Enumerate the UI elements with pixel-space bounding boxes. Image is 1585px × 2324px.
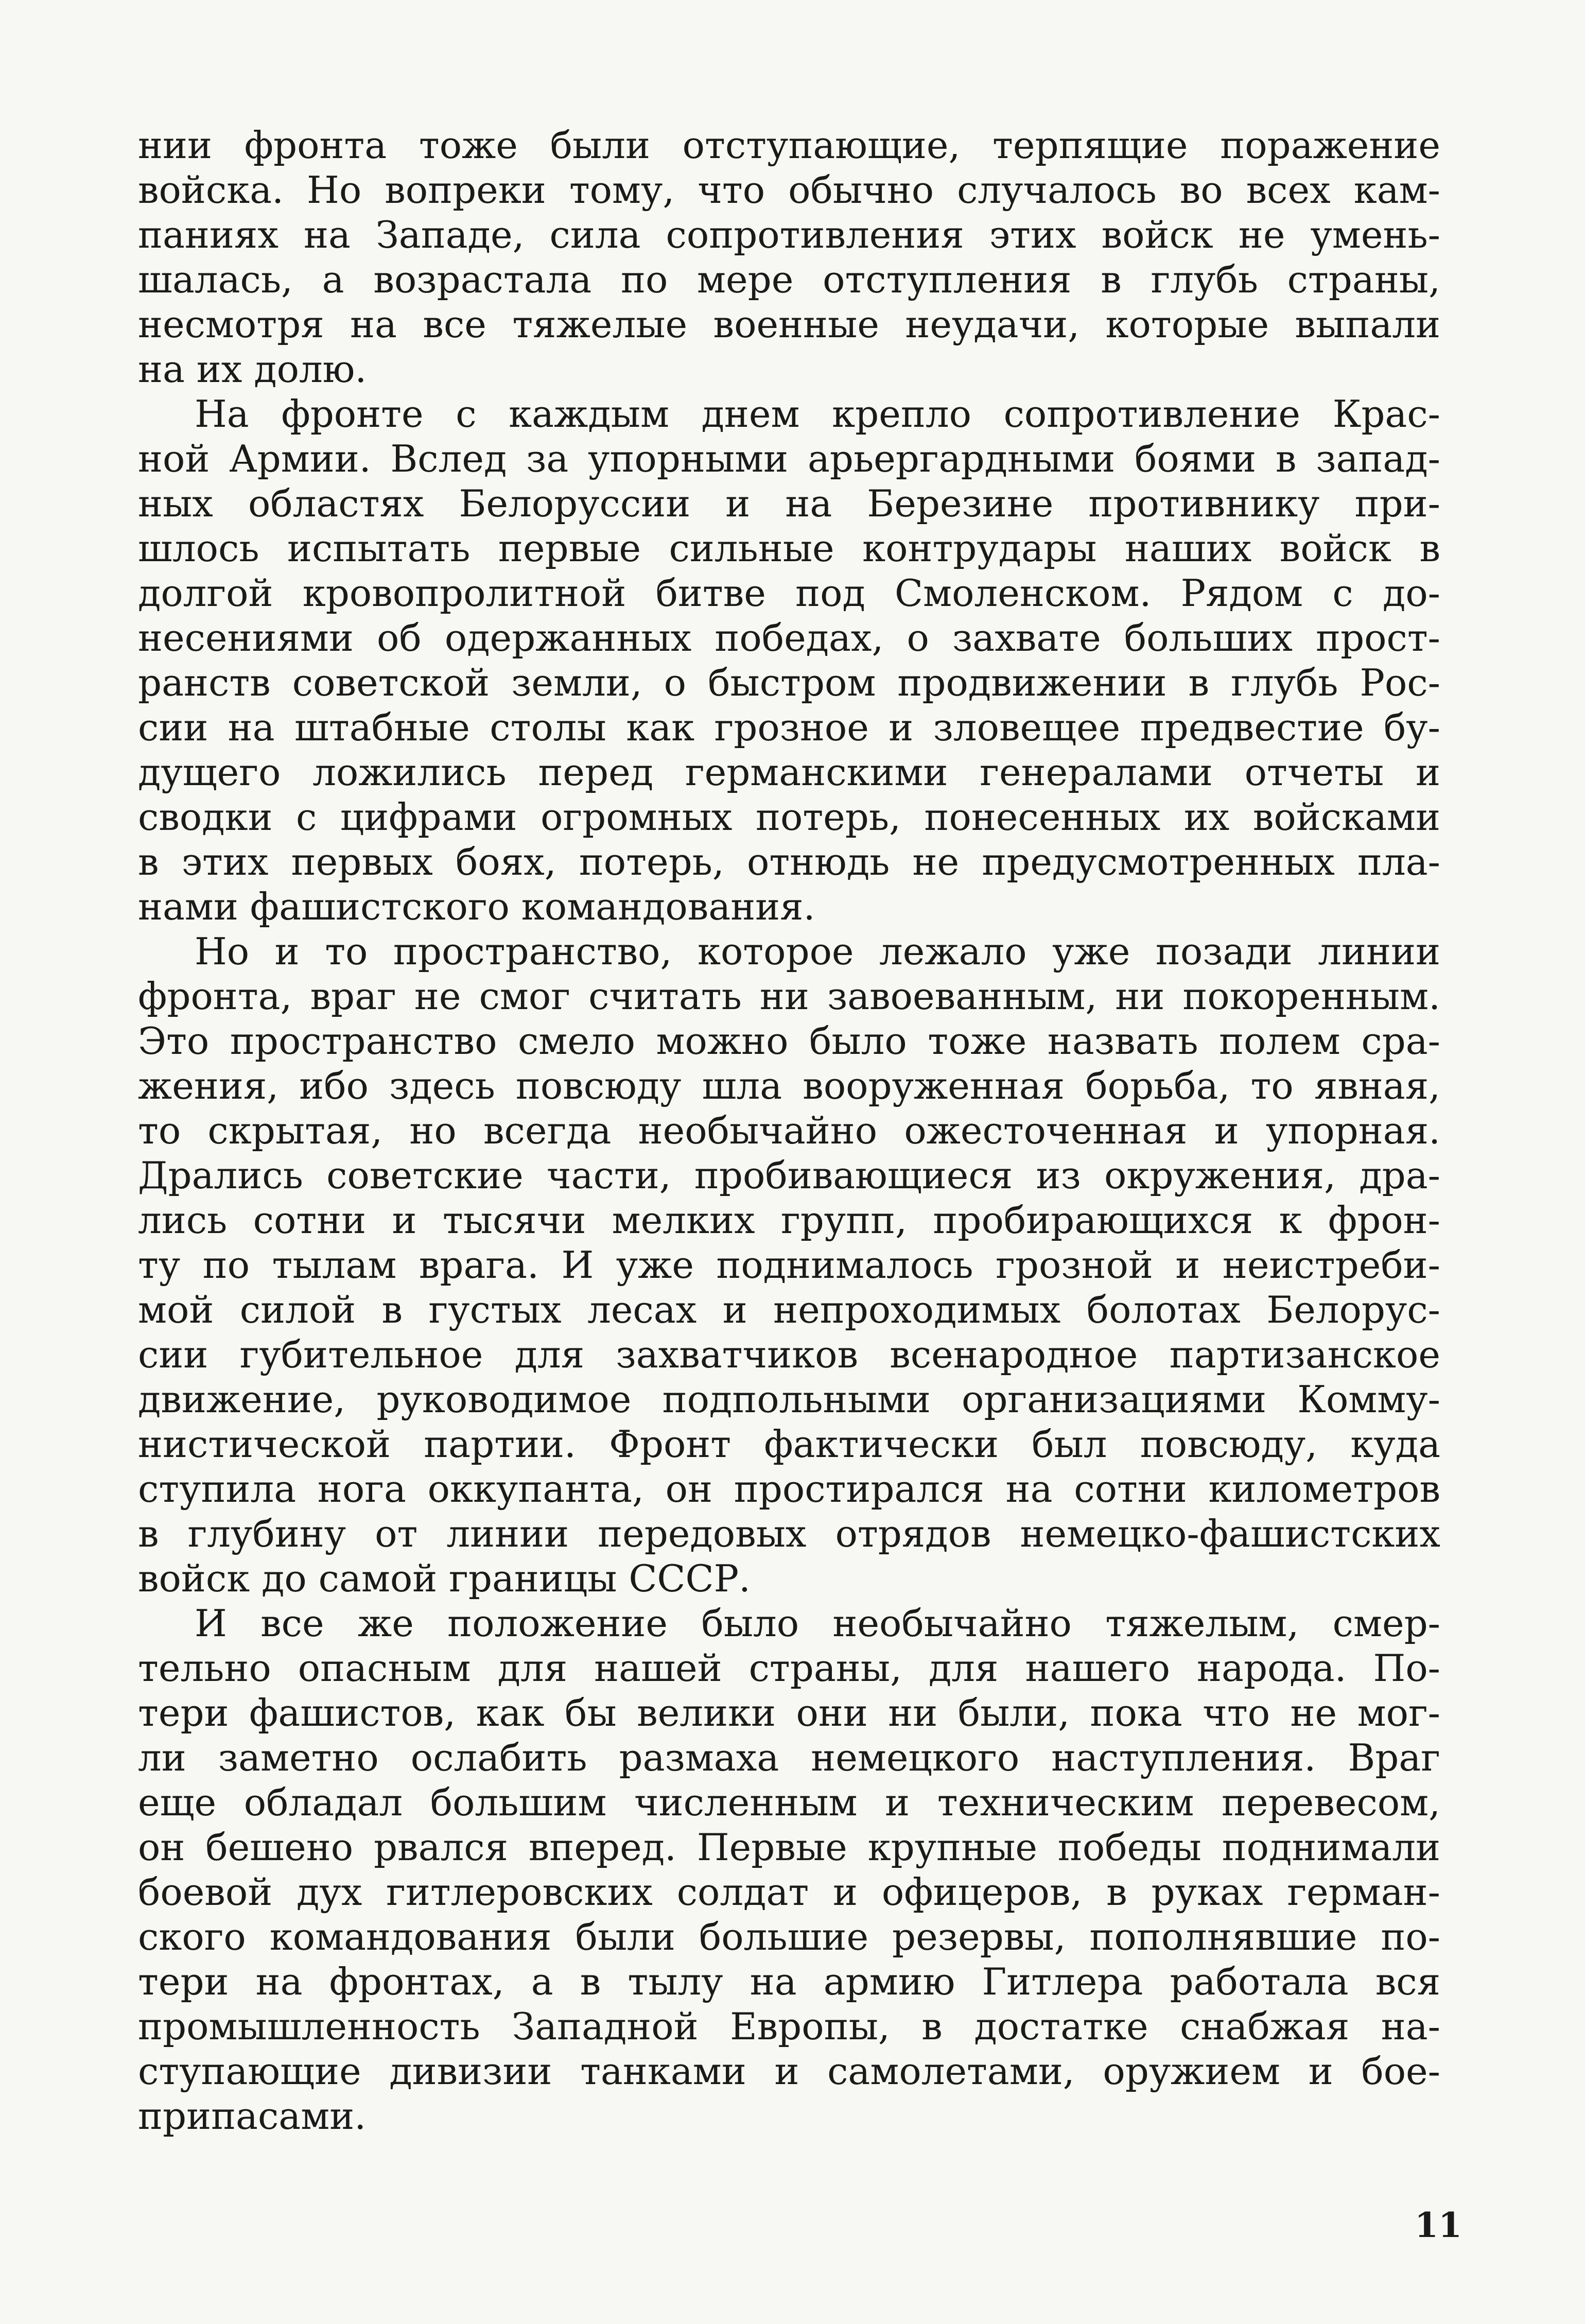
text-line: припасами. (138, 2094, 367, 2138)
text-line: несениями об одержанных победах, о захвате больших прост- (138, 616, 1440, 660)
text-line: ных областях Белоруссии и на Березине противнику при- (138, 482, 1440, 525)
text-line: фронта, враг не смог считать ни завоеванным, ни покоренным. (138, 975, 1440, 1018)
text-line: ранств советской земли, о быстром продвижении в глубь Рос- (138, 661, 1440, 704)
text-line: жения, ибо здесь повсюду шла вооруженная борьба, то явная, (138, 1064, 1440, 1107)
text-line: тери на фронтах, а в тылу на армию Гитлера работала вся (138, 1960, 1440, 2003)
text-line: шлось испытать первые сильные контрудары наших войск в (138, 527, 1440, 570)
text-line: ной Армии. Вслед за упорными арьергардными боями в запад- (138, 437, 1440, 480)
text-line: несмотря на все тяжелые военные неудачи, которые выпали (138, 303, 1440, 346)
text-line: движение, руководимое подпольными организациями Комму- (138, 1378, 1440, 1421)
text-line: ли заметно ослабить размаха немецкого наступления. Враг (138, 1736, 1440, 1779)
text-line: ступающие дивизии танками и самолетами, оружием и бое- (138, 2050, 1440, 2093)
text-line: Это пространство смело можно было тоже назвать полем сра- (138, 1019, 1440, 1063)
page-number: 11 (1415, 2205, 1462, 2245)
text-line: На фронте с каждым днем крепло сопротивление Крас- (195, 392, 1440, 436)
text-line: лись сотни и тысячи мелких групп, пробирающихся к фрон- (138, 1199, 1440, 1242)
text-line: И все же положение было необычайно тяжелым, смер- (195, 1602, 1440, 1645)
text-line: Но и то пространство, которое лежало уже позади линии (195, 930, 1440, 973)
text-line: дущего ложились перед германскими генералами отчеты и (138, 751, 1440, 794)
text-line: сводки с цифрами огромных потерь, понесенных их войсками (138, 795, 1440, 839)
text-line: Дрались советские части, пробивающиеся из окружения, дра- (138, 1154, 1440, 1197)
text-line: ского командования были большие резервы, пополнявшие по- (138, 1915, 1440, 1958)
text-line: то скрытая, но всегда необычайно ожесточенная и упорная. (138, 1109, 1440, 1152)
text-line: шалась, а возрастала по мере отступления в глубь страны, (138, 258, 1440, 301)
text-line: сии на штабные столы как грозное и зловещее предвестие бу- (138, 706, 1440, 749)
text-line: боевой дух гитлеровских солдат и офицеров, в руках герман- (138, 1870, 1440, 1914)
text-line: долгой кровопролитной битве под Смоленском. Рядом с до- (138, 571, 1440, 615)
text-line: ту по тылам врага. И уже поднималось грозной и неистреби- (138, 1243, 1440, 1287)
text-line: на их долю. (138, 348, 367, 391)
text-line: еще обладал большим численным и техническим перевесом, (138, 1781, 1440, 1824)
text-line: тельно опасным для нашей страны, для нашего народа. По- (138, 1646, 1440, 1690)
text-line: войска. Но вопреки тому, что обычно случалось во всех кам- (138, 168, 1440, 212)
text-line: он бешено рвался вперед. Первые крупные победы поднимали (138, 1826, 1440, 1869)
text-line: ступила нога оккупанта, он простирался на сотни километров (138, 1467, 1440, 1511)
text-line: промышленность Западной Европы, в достатке снабжая на- (138, 2005, 1440, 2048)
text-line: в этих первых боях, потерь, отнюдь не предусмотренных пла- (138, 840, 1440, 883)
text-line: нии фронта тоже были отступающие, терпящие поражение (138, 124, 1440, 167)
text-line: войск до самой границы СССР. (138, 1557, 751, 1600)
text-line: сии губительное для захватчиков всенародное партизанское (138, 1333, 1440, 1376)
text-line: мой силой в густых лесах и непроходимых болотах Белорус- (138, 1288, 1440, 1331)
text-line: в глубину от линии передовых отрядов немецко-фашистских (138, 1512, 1440, 1555)
text-line: нами фашистского командования. (138, 885, 815, 928)
text-line: паниях на Западе, сила сопротивления этих войск не умень- (138, 213, 1440, 256)
text-line: нистической партии. Фронт фактически был повсюду, куда (138, 1423, 1440, 1466)
text-line: тери фашистов, как бы велики они ни были, пока что не мог- (138, 1691, 1440, 1735)
